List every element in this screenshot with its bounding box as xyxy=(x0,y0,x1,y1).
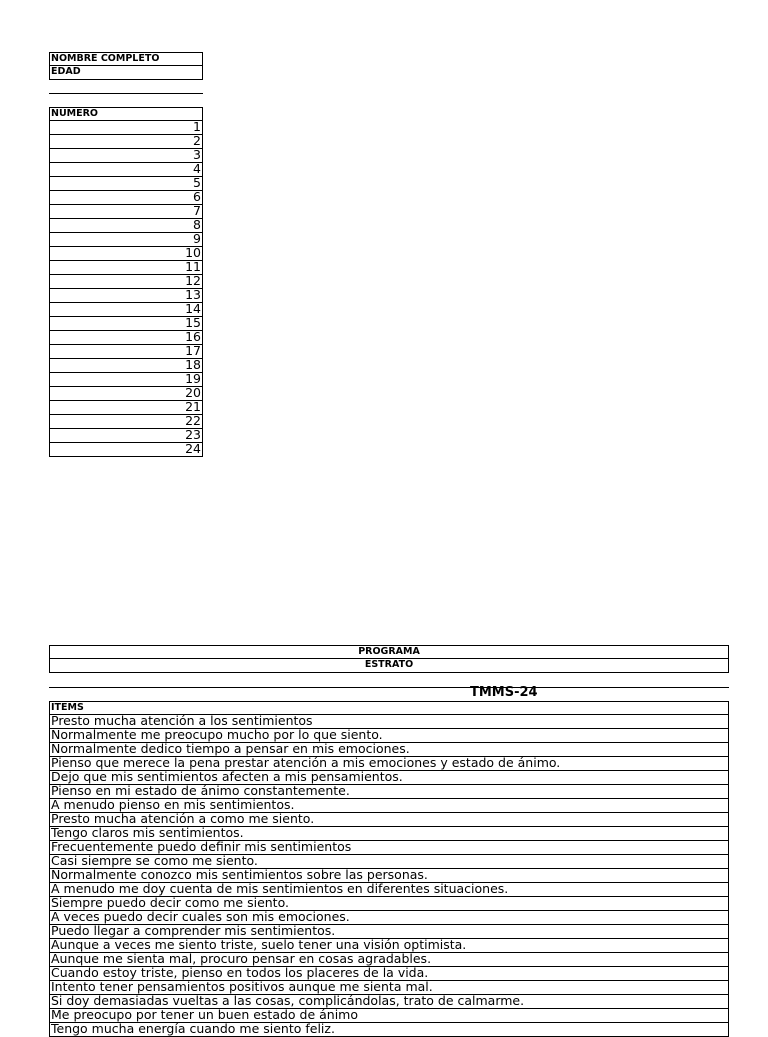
item-row: A veces puedo decir cuales son mis emociones. xyxy=(49,911,729,925)
items-table xyxy=(49,701,729,1037)
numero-row: 1 xyxy=(49,121,203,135)
item-row: Tengo mucha energía cuando me siento feliz. xyxy=(49,1023,729,1037)
personal-info-table xyxy=(49,52,203,80)
item-row: Dejo que mis sentimientos afecten a mis pensamientos. xyxy=(49,771,729,785)
item-row: Si doy demasiadas vueltas a las cosas, complicándolas, trato de calmarme. xyxy=(49,995,729,1009)
items-header: ITEMS xyxy=(49,701,729,715)
numero-row: 15 xyxy=(49,317,203,331)
numero-row: 8 xyxy=(49,219,203,233)
item-row: Pienso que merece la pena prestar atención a mis emociones y estado de ánimo. xyxy=(49,757,729,771)
item-row: Normalmente conozco mis sentimientos sobre las personas. xyxy=(49,869,729,883)
item-row: Presto mucha atención a como me siento. xyxy=(49,813,729,827)
edad-label: EDAD xyxy=(49,66,203,80)
numero-row: 17 xyxy=(49,345,203,359)
item-row: A menudo me doy cuenta de mis sentimientos en diferentes situaciones. xyxy=(49,883,729,897)
numero-row: 11 xyxy=(49,261,203,275)
item-row: Intento tener pensamientos positivos aunque me sienta mal. xyxy=(49,981,729,995)
numero-rows xyxy=(49,121,203,457)
item-row: Pienso en mi estado de ánimo constantemente. xyxy=(49,785,729,799)
numero-row: 23 xyxy=(49,429,203,443)
items-rows xyxy=(49,715,729,1037)
numero-row: 2 xyxy=(49,135,203,149)
programa-label: PROGRAMA xyxy=(49,645,729,659)
numero-row: 5 xyxy=(49,177,203,191)
item-row: Me preocupo por tener un buen estado de ánimo xyxy=(49,1009,729,1023)
item-row: Frecuentemente puedo definir mis sentimientos xyxy=(49,841,729,855)
numero-table xyxy=(49,107,203,457)
item-row: Puedo llegar a comprender mis sentimientos. xyxy=(49,925,729,939)
program-info-table xyxy=(49,645,729,673)
numero-row: 20 xyxy=(49,387,203,401)
numero-row: 21 xyxy=(49,401,203,415)
test-title: TMMS-24 xyxy=(470,685,538,700)
item-row: Aunque me sienta mal, procuro pensar en cosas agradables. xyxy=(49,953,729,967)
nombre-completo-label: NOMBRE COMPLETO xyxy=(49,52,203,66)
item-row: Tengo claros mis sentimientos. xyxy=(49,827,729,841)
numero-row: 9 xyxy=(49,233,203,247)
item-row: Normalmente dedico tiempo a pensar en mis emociones. xyxy=(49,743,729,757)
divider-line xyxy=(49,93,203,94)
numero-row: 12 xyxy=(49,275,203,289)
item-row: Aunque a veces me siento triste, suelo tener una visión optimista. xyxy=(49,939,729,953)
numero-row: 7 xyxy=(49,205,203,219)
divider-line xyxy=(49,687,729,688)
numero-row: 14 xyxy=(49,303,203,317)
numero-row: 13 xyxy=(49,289,203,303)
estrato-label: ESTRATO xyxy=(49,659,729,673)
item-row: A menudo pienso en mis sentimientos. xyxy=(49,799,729,813)
item-row: Normalmente me preocupo mucho por lo que siento. xyxy=(49,729,729,743)
numero-row: 3 xyxy=(49,149,203,163)
item-row: Casi siempre se como me siento. xyxy=(49,855,729,869)
numero-row: 10 xyxy=(49,247,203,261)
numero-row: 16 xyxy=(49,331,203,345)
item-row: Cuando estoy triste, pienso en todos los placeres de la vida. xyxy=(49,967,729,981)
numero-row: 22 xyxy=(49,415,203,429)
numero-row: 4 xyxy=(49,163,203,177)
numero-row: 24 xyxy=(49,443,203,457)
numero-row: 19 xyxy=(49,373,203,387)
item-row: Siempre puedo decir como me siento. xyxy=(49,897,729,911)
numero-row: 6 xyxy=(49,191,203,205)
numero-header: NUMERO xyxy=(49,107,203,121)
numero-row: 18 xyxy=(49,359,203,373)
item-row: Presto mucha atención a los sentimientos xyxy=(49,715,729,729)
